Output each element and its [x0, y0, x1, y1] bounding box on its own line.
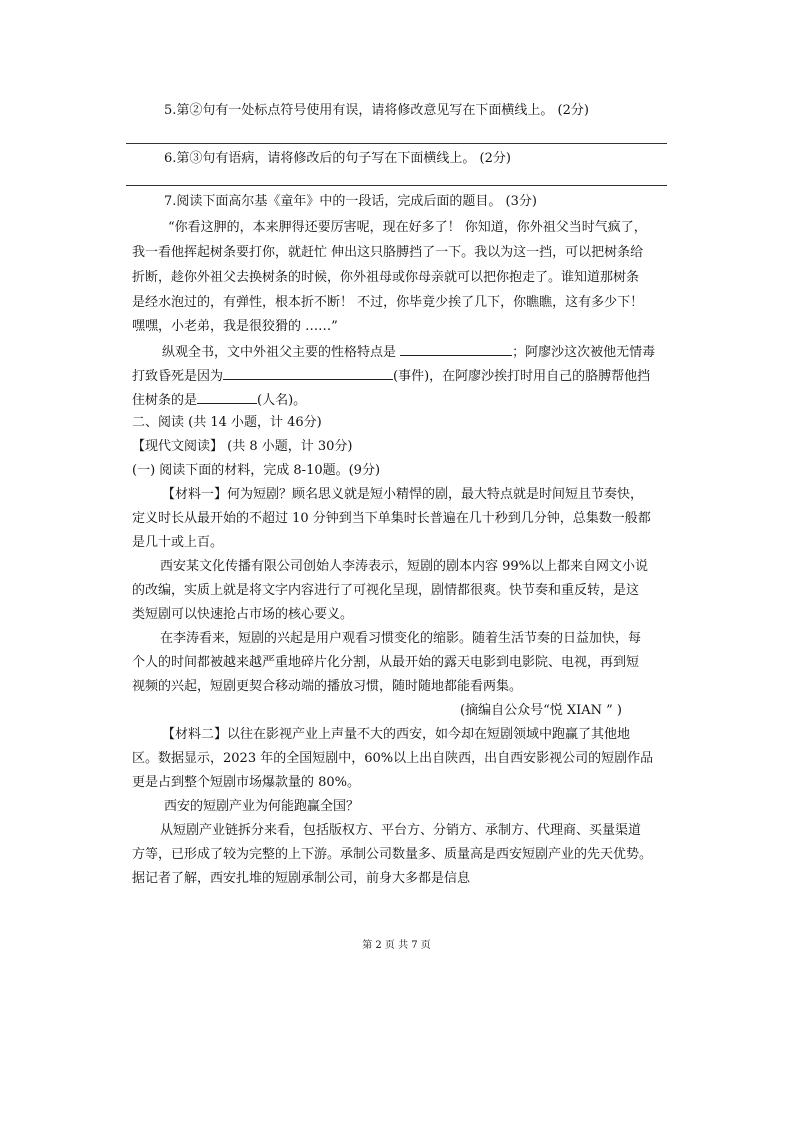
material-line: 【材料一】何为短剧？顾名思义就是短小精悍的剧，最大特点就是时间短且节奏快，: [162, 487, 644, 502]
passage-line: 我一看他挥起树条要打你，就赶忙 伸出这只胳膊挡了一下。我以为这一挡，可以把树条给: [132, 245, 644, 260]
question-7-title: 7.阅读下面高尔基《童年》中的一段话，完成后面的题目。 (3分): [164, 194, 537, 209]
source-citation: (摘编自公众号“悦 XIAN ” ): [460, 703, 622, 718]
fill-text: 纵观全书，文中外祖父主要的性格特点是: [162, 345, 401, 360]
material-line: 个人的时间都被越来越严重地碎片化分割，从最开始的露天电影到电影院、电视，再到短: [132, 655, 640, 670]
material-line: 类短剧可以快速抢占市场的核心要义。: [132, 607, 354, 622]
material-line: 区。数据显示，2023 年的全国短剧中，60%以上出自陕西，出自西安影视公司的短剧作品: [132, 751, 654, 766]
answer-line-6: [126, 185, 667, 186]
material-line: 西安某文化传播有限公司创始人李涛表示，短剧的剧本内容 99%以上都来自网文小说: [160, 559, 649, 574]
section-heading: 二、阅读 (共 14 小题，计 46分): [132, 415, 322, 430]
material-line: 更是占到整个短剧市场爆款量的 80%。: [132, 775, 361, 790]
material-line: 的改编，实质上就是将文字内容进行了可视化呈现，剧情都很爽。快节奏和重反转，是这: [132, 583, 640, 598]
material-line: 据记者了解，西安扎堆的短剧承制公司，前身大多都是信息: [132, 871, 471, 886]
material-line: 在李涛看来，短剧的兴起是用户观看习惯变化的缩影。随着生活节奏的日益加快，每: [160, 631, 642, 646]
question-5: 5.第②句有一处标点符号使用有误，请将修改意见写在下面横线上。 (2分): [164, 103, 589, 118]
material-line: 方等，已形成了较为完整的上下游。承制公司数量多、质量高是西安短剧产业的先天优势。: [132, 847, 653, 862]
material-line: 定义时长从最开始的不超过 10 分钟到当下单集时长普遍在几十秒到几分钟，总集数一般都: [132, 511, 651, 526]
fill-text: 住树条的是: [132, 393, 198, 408]
fill-text: 打致昏死是因为: [132, 369, 224, 384]
subsection-heading: 【现代文阅读】 (共 8 小题，计 30分): [132, 439, 353, 454]
question-6: 6.第③句有语病，请将修改后的句子写在下面横线上。 (2分): [164, 151, 511, 166]
answer-line-5: [126, 143, 667, 144]
answer-blank-trait[interactable]: [400, 343, 512, 356]
fill-text: ；阿廖沙这次被他无情毒: [512, 345, 656, 360]
page-footer: 第 2 页 共 7 页: [362, 940, 431, 951]
passage-line: 是经水泡过的，有弹性，根本折不断！ 不过，你毕竟少挨了几下，你瞧瞧，这有多少下！: [132, 295, 644, 310]
material-line: 视频的兴起，短剧更契合移动端的播放习惯，随时随地都能看两集。: [132, 679, 523, 694]
material-line: 从短剧产业链拆分来看，包括版权方、平台方、分销方、承制方、代理商、买量渠道: [160, 823, 642, 838]
fill-line-3: [132, 391, 306, 409]
material-line: 西安的短剧产业为何能跑赢全国？: [164, 799, 360, 814]
passage-line: 嘿嘿，小老弟，我是很狡猾的 ……”: [132, 319, 338, 334]
part-heading: (一) 阅读下面的材料，完成 8-10题。(9分): [132, 463, 381, 478]
passage-line: “你看这胛的，本来胛得还要厉害呢，现在好多了！ 你知道，你外祖父当时气疯了，: [168, 220, 647, 235]
fill-line-1: [162, 343, 655, 361]
fill-line-2: [132, 367, 650, 385]
material-line: 【材料二】以往在影视产业上声量不大的西安，如今却在短剧领域中跑赢了其他地: [162, 727, 631, 742]
fill-text: (人名)。: [257, 393, 307, 408]
fill-text: (事件)，在阿廖沙挨打时用自己的胳膊帮他挡: [393, 369, 651, 384]
passage-line: 折断，趁你外祖父去换树条的时候，你外祖母或你母亲就可以把你抱走了。谁知道那树条: [132, 270, 640, 285]
answer-blank-event[interactable]: [223, 367, 393, 380]
answer-blank-name[interactable]: [197, 391, 257, 404]
material-line: 是几十或上百。: [132, 535, 224, 550]
